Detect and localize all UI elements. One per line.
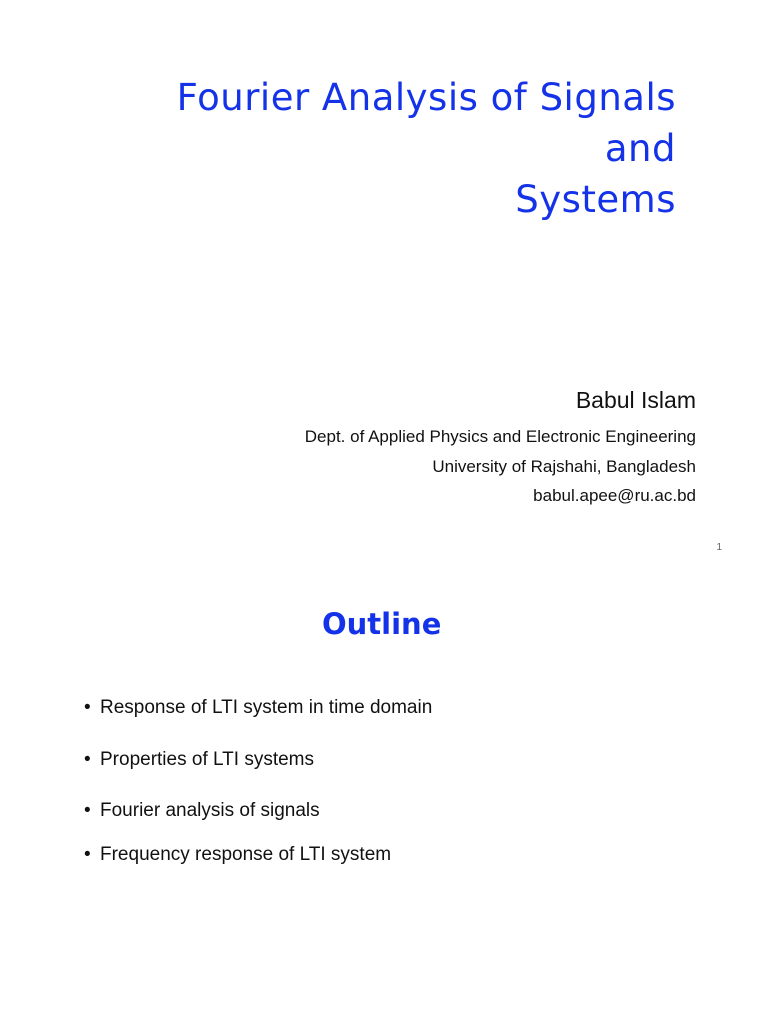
affiliation [305,422,696,511]
email: babul.apee@ru.ac.bd [533,486,696,505]
author-name: Babul Islam [575,387,696,413]
bullet-icon: • [84,749,91,770]
bullet-icon: • [84,800,91,821]
page-number: 1 [716,542,722,553]
outline-title: Outline [322,607,442,641]
list-item-text: Frequency response of LTI system [100,844,392,865]
list-item [84,748,314,772]
list-item [84,843,391,867]
slide-title [177,72,676,225]
university: University of Rajshahi, Bangladesh [432,456,696,476]
title-line-3: Systems [515,178,676,221]
list-item [84,799,320,823]
title-line-1: Fourier Analysis of Signals [176,76,676,119]
outline-slide [0,570,768,1024]
list-item-text: Response of LTI system in time domain [100,697,433,718]
list-item-text: Properties of LTI systems [100,749,314,770]
bullet-icon: • [84,697,91,718]
list-item-text: Fourier analysis of signals [100,800,320,821]
bullet-icon: • [84,844,91,865]
list-item [84,696,432,720]
title-line-2: and [604,127,676,170]
department: Dept. of Applied Physics and Electronic Engineering [304,427,696,446]
